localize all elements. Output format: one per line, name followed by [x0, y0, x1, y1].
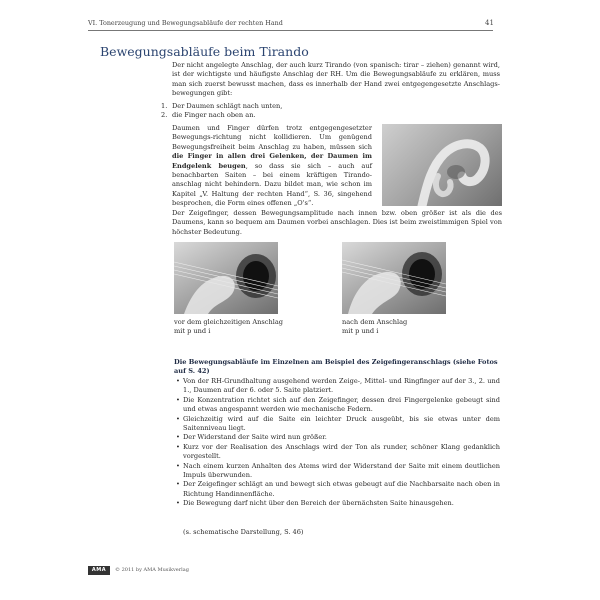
bullet-item: • Von der RH-Grundhaltung ausgehend werden Zeige-, Mittel- und Ringfinger auf der 3., 2. und 1., Daumen auf der 6. oder 5. Saite platziert. — [176, 377, 500, 396]
movement-bullet-list — [176, 377, 500, 509]
bullet-item: • Nach einem kurzen Anhalten des Atems wird der Widerstand der Saite mit einem deutlichen Impuls überwunden. — [176, 462, 500, 481]
bullet-item: • Gleichzeitig wird auf die Saite ein leichter Druck ausgeübt, bis sie etwas unter dem Saitenniveau liegt. — [176, 415, 500, 434]
intro-paragraph: Der nicht angelegte Anschlag, der auch kurz Tirando (von spanisch: tirar – ziehen) genannt wird, ist der wichtigste und häufigste Anschlag der RH. Um die Bewegungsabläufe zu erklären, muss man sich zuerst bewusst machen, dass es innerhalb der Hand zwei entgegengesetzte Anschlags-bewegungen gibt: — [172, 61, 500, 98]
list-text: Der Daumen schlägt nach unten, — [172, 102, 283, 110]
guitar-photo-after-stroke — [342, 242, 446, 314]
section-title: Bewegungsabläufe beim Tirando — [100, 44, 309, 59]
emphasis-text: die Finger in allen drei Gelenken, der Daumen im Endgelenk beugen — [172, 152, 372, 170]
copyright-notice: © 2011 by AMA Musikverlag — [115, 567, 189, 573]
photo-caption-before — [174, 318, 334, 336]
page-number: 41 — [485, 19, 494, 27]
motion-steps-list — [161, 102, 461, 121]
bullet-item: • Der Widerstand der Saite wird nun größer. — [176, 433, 500, 442]
bullet-item: • Die Konzentration richtet sich auf den Zeigefinger, dessen drei Fingergelenke gebeugt sind und etwas angespannt werden wie mechanische Federn. — [176, 396, 500, 415]
caption-line: mit p und i — [342, 327, 379, 335]
cross-reference-note: (s. schematische Darstellung, S. 46) — [183, 528, 304, 536]
hand-photo-illustration — [382, 124, 502, 206]
bullet-item: • Die Bewegung darf nicht über den Bereich der übernächsten Saite hinausgehen. — [176, 499, 500, 508]
finger-coordination-paragraph — [172, 124, 372, 209]
caption-line: vor dem gleichzeitigen Anschlag — [174, 318, 283, 326]
bullet-item: • Kurz vor der Realisation des Anschlags wird der Ton als runder, schöner Klang gedanklich vorgestellt. — [176, 443, 500, 462]
page-footer — [88, 566, 388, 578]
caption-line: nach dem Anschlag — [342, 318, 408, 326]
list-number: 1. — [161, 102, 168, 110]
list-item — [161, 111, 461, 120]
bullet-item: • Der Zeigefinger schlägt an und bewegt sich etwas gebeugt auf die Nachbarsaite nach oben in Richtung Handinnenfläche. — [176, 480, 500, 499]
photo-caption-after — [342, 318, 502, 336]
running-header: VI. Tonerzeugung und Bewegungsabläufe der rechten Hand — [88, 19, 493, 31]
list-item — [161, 102, 461, 111]
subsection-heading: Die Bewegungsabläufe im Einzelnen am Beispiel des Zeigefingeranschlags (siehe Fotos auf S. 42) — [174, 358, 498, 375]
caption-line: mit p und i — [174, 327, 211, 335]
paragraph-text: , so dass sie sich – auch auf benachbarten Saiten – bei einem kräftigen Tirando-anschlag nicht behindern. Dazu bildet man, wie schon im Kapitel „V. Haltung der rechten Hand“, S. 36, singehend besprochen, die Form eines offenen „O's“. — [172, 161, 373, 208]
guitar-photo-before-stroke — [174, 242, 278, 314]
guitar-photo-illustration — [174, 242, 278, 314]
index-finger-paragraph: Der Zeigefinger, dessen Bewegungsamplitude nach innen bzw. oben größer ist als die des Daumens, kann so bequem am Daumen vorbei anschlagen. Dies ist beim zweistimmigen Spiel von höchster Bedeutung. — [172, 209, 502, 236]
guitar-photo-illustration — [342, 242, 446, 314]
list-text: die Finger nach oben an. — [172, 111, 256, 120]
list-number: 2. — [161, 111, 168, 120]
publisher-logo: AMA — [88, 566, 110, 575]
paragraph-text: Daumen und Finger dürfen trotz entgegengesetzter Bewegungs-richtung nicht kollidieren. Um genügend Bewegungsfreiheit beim Anschlag zu haben, müssen sich — [172, 124, 372, 151]
hand-o-shape-photo — [382, 124, 502, 206]
